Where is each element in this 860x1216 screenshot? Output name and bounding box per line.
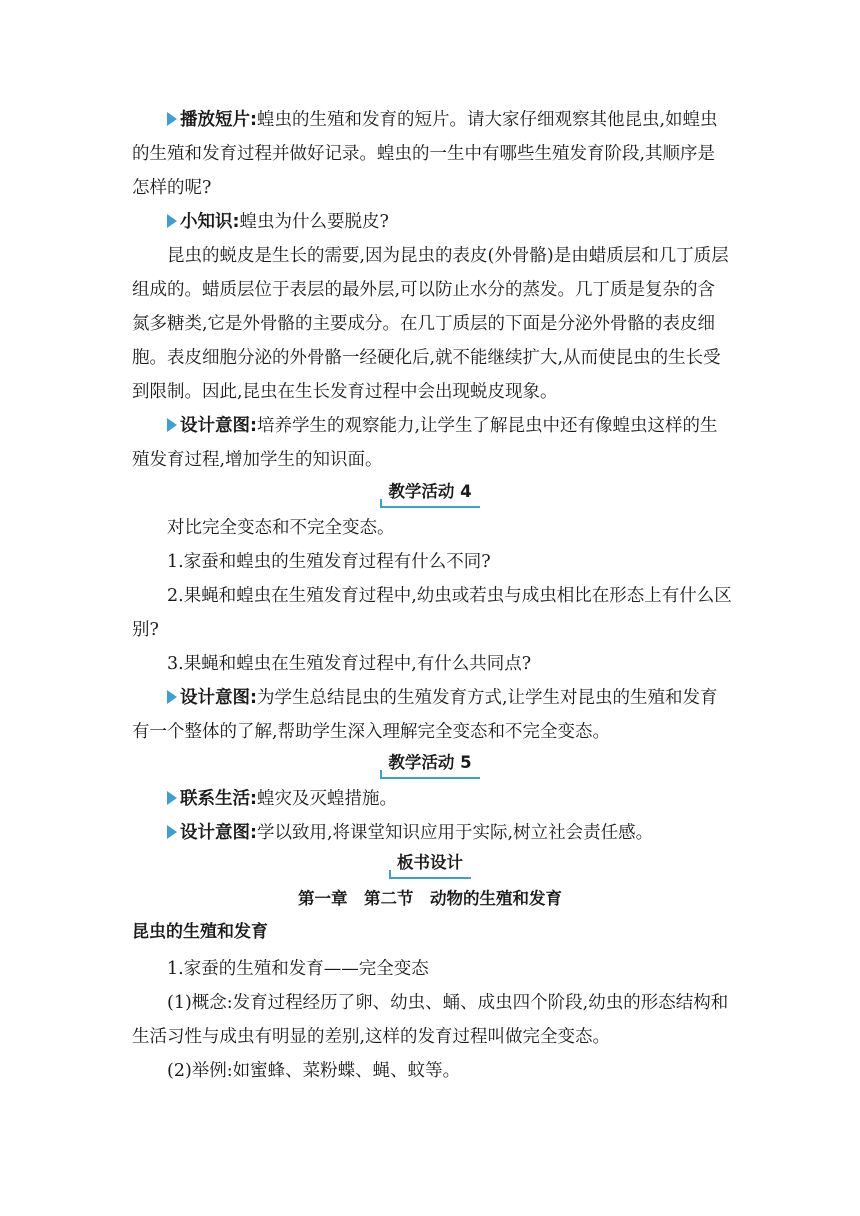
label-tip: 小知识: xyxy=(180,212,240,232)
board-item-1a: (1)概念:发育过程经历了卵、幼虫、蛹、成虫四个阶段,幼虫的形态结构和生活习性与成虫有明显的差别,这样的发育过程叫做完全变态。 xyxy=(132,993,729,1047)
triangle-bullet-icon xyxy=(167,791,177,805)
text-video: 蝗虫的生殖和发育的短片。请大家仔细观察其他昆虫,如蝗虫的生殖和发育过程并做好记录。蝗虫的一生中有哪些生殖发育阶段,其顺序是怎样的呢? xyxy=(132,110,718,198)
triangle-bullet-icon xyxy=(167,418,177,432)
paragraph-design-1 xyxy=(132,409,732,477)
triangle-bullet-icon xyxy=(167,825,177,839)
paragraph-design-3 xyxy=(132,816,732,850)
text-design-1: 培养学生的观察能力,让学生了解昆虫中还有像蝗虫这样的生殖发育过程,增加学生的知识面。 xyxy=(132,416,718,470)
paragraph-life xyxy=(132,782,732,816)
board-item-1: 1.家蚕的生殖和发育——完全变态 xyxy=(167,959,429,979)
triangle-bullet-icon xyxy=(167,214,177,228)
label-video: 播放短片: xyxy=(180,110,257,130)
board-subhead: 昆虫的生殖和发育 xyxy=(132,922,268,942)
label-design-2: 设计意图: xyxy=(180,688,257,708)
chapter-title: 第一章 第二节 动物的生殖和发育 xyxy=(298,889,562,908)
activity4-question-1: 1.家蚕和蝗虫的生殖发育过程有什么不同? xyxy=(167,552,491,572)
label-design-1: 设计意图: xyxy=(180,416,257,436)
section-title-activity-5: 教学活动 5 xyxy=(0,751,860,777)
activity4-question-3: 3.果蝇和蝗虫在生殖发育过程中,有什么共同点? xyxy=(167,654,532,674)
text-design-3: 学以致用,将课堂知识应用于实际,树立社会责任感。 xyxy=(257,823,654,843)
text-tip: 蝗虫为什么要脱皮? xyxy=(239,212,389,232)
label-design-3: 设计意图: xyxy=(180,823,257,843)
paragraph-design-2 xyxy=(132,681,732,749)
text-design-2: 为学生总结昆虫的生殖发育方式,让学生对昆虫的生殖和发育有一个整体的了解,帮助学生深入理解完全变态和不完全变态。 xyxy=(132,688,718,742)
section-title-activity-4: 教学活动 4 xyxy=(0,480,860,506)
section-title-board: 板书设计 xyxy=(0,851,860,877)
board-item-1b: (2)举例:如蜜蜂、菜粉蝶、蝇、蚊等。 xyxy=(167,1061,461,1081)
paragraph-video xyxy=(132,103,732,205)
triangle-bullet-icon xyxy=(167,112,177,126)
label-life: 联系生活: xyxy=(180,789,257,809)
text-life: 蝗灾及灭蝗措施。 xyxy=(257,789,397,809)
paragraph-molting: 昆虫的蜕皮是生长的需要,因为昆虫的表皮(外骨骼)是由蜡质层和几丁质层组成的。蜡质层位于表层的最外层,可以防止水分的蒸发。几丁质是复杂的含氮多糖类,它是外骨骼的主要成分。在几丁质层的下面是分泌外骨骼的表皮细胞。表皮细胞分泌的外骨骼一经硬化后,就不能继续扩大,从而使昆虫的生长受到限制。因此,昆虫在生长发育过程中会出现蜕皮现象。 xyxy=(132,246,729,402)
triangle-bullet-icon xyxy=(167,690,177,704)
paragraph-tip xyxy=(132,205,732,239)
activity4-question-2: 2.果蝇和蝗虫在生殖发育过程中,幼虫或若虫与成虫相比在形态上有什么区别? xyxy=(132,586,732,640)
activity4-intro: 对比完全变态和不完全变态。 xyxy=(167,518,395,538)
